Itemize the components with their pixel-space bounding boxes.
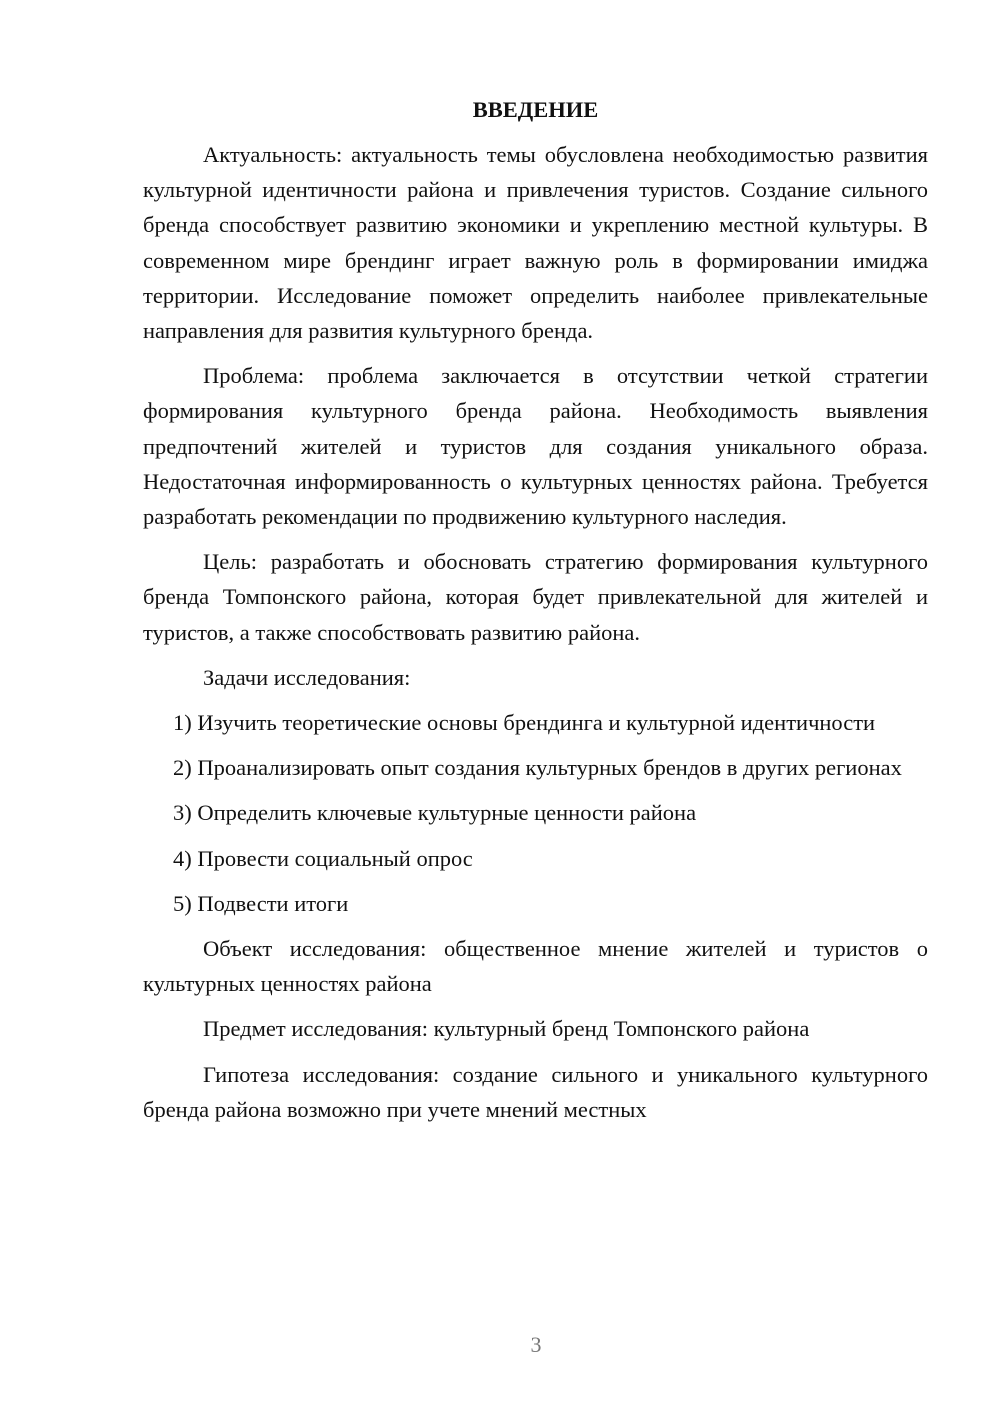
subject-paragraph: Предмет исследования: культурный бренд Томпонского района [203, 1016, 810, 1042]
tasks-title: Задачи исследования: [203, 664, 411, 690]
section-heading: ВВЕДЕНИЕ [472, 97, 599, 122]
page-number: 3 [530, 1332, 542, 1357]
object-paragraph: Объект исследования: общественное мнение жителей и туристов о культурных ценностях района [143, 936, 928, 997]
page-content [143, 92, 928, 1137]
goal-paragraph: Цель: разработать и обосновать стратегию формирования культурного бренда Томпонского района, которая будет привлекательной для жителей и туристов, а также способствовать развитию района. [143, 549, 928, 645]
problem-paragraph: Проблема: проблема заключается в отсутствии четкой стратегии формирования культурного бренда района. Необходимость выявления предпочтений жителей и туристов для создания уникального образа. Недостаточная информированность о культурных ценностях района. Требуется разработать рекомендации по продвижению культурного наследия. [143, 363, 928, 530]
task-item-1: 1) Изучить теоретические основы брендинга и культурной идентичности [173, 710, 876, 736]
relevance-paragraph: Актуальность: актуальность темы обусловлена необходимостью развития культурной идентичности района и привлечения туристов. Создание сильного бренда способствует развитию экономики и укреплению местной культуры. В современном мире брендинг играет важную роль в формировании имиджа территории. Исследование поможет определить наиболее привлекательные направления для развития культурного бренда. [143, 142, 928, 344]
hypothesis-paragraph: Гипотеза исследования: создание сильного и уникального культурного бренда района возможно при учете мнений местных [143, 1061, 928, 1122]
task-item-2: 2) Проанализировать опыт создания культурных брендов в других регионах [173, 755, 902, 781]
task-item-3: 3) Определить ключевые культурные ценности района [173, 800, 697, 826]
task-item-5: 5) Подвести итоги [173, 890, 349, 916]
task-item-4: 4) Провести социальный опрос [173, 845, 473, 871]
